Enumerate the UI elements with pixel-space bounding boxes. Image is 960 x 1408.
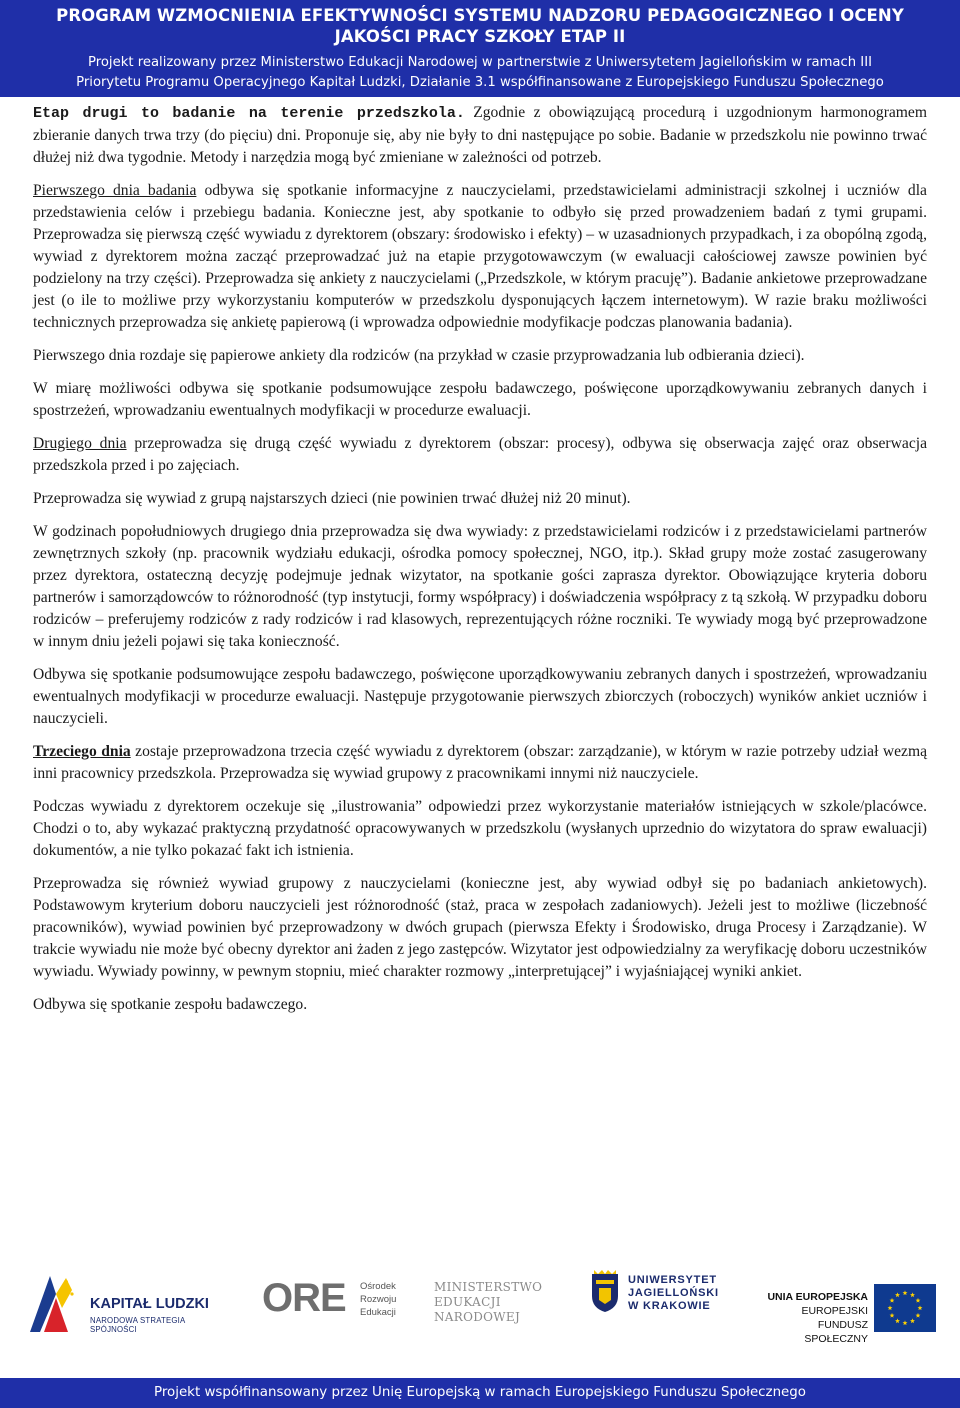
paragraph-parent-surveys: Pierwszego dnia rozdaje się papierowe ankiety dla rodziców (na przykład w czasie przyprowadzania lub odbierania dzieci). <box>33 347 805 364</box>
day-one-lead: Pierwszego dnia badania <box>33 182 197 199</box>
paragraph-illustrating-answers: Podczas wywiadu z dyrektorem oczekuje się „ilustrowania” odpowiedzi przez wykorzystanie materiałów istniejących w szkole/placówce. Chodzi o to, aby wykazać praktyczną przydatność opracowywanych w przedszkolu (wysłanych uprzednio do wizytatora do spraw ewaluacji) dokumentów, a nie tylko pokazać fakt ich istnienia. <box>33 798 927 859</box>
header-band <box>0 0 960 97</box>
document-body <box>33 102 927 1027</box>
program-title-line-1: PROGRAM WZMOCNIENIA EFEKTYWNOŚCI SYSTEMU NADZORU PEDAGOGICZNEGO I OCENY <box>56 6 904 25</box>
eu-caption-line-2: EUROPEJSKI <box>801 1305 868 1317</box>
eu-caption <box>758 1290 868 1346</box>
ore-mark: ORE <box>262 1276 346 1320</box>
day-two-text: przeprowadza się drugą część wywiadu z dyrektorem (obszar: procesy), odbywa się obserwacja zajęć oraz obserwacja przedszkola przed i po zajęciach. <box>33 435 927 474</box>
day-three-text: zostaje przeprowadzona trzecia część wywiadu z dyrektorem (obszar: zarządzanie), w którym w razie potrzeby udział wezmą inni pracownicy przedszkola. Przeprowadza się wywiad grupowy z pracownikami innymi niż nauczyciele. <box>33 743 927 782</box>
program-title <box>0 5 960 47</box>
paragraph-teacher-interview: Przeprowadza się również wywiad grupowy z nauczycielami (konieczne jest, aby wywiad odbył się po badaniach ankietowych). Podstawowym kryterium doboru nauczycieli jest różnorodność (staż, praca w zespołach zadaniowych). Jeżeli jest to możliwe (liczebność pracowników), wywiad powinien być przeprowadzony w dwóch grupach (pierwsza Efekty i Środowisko, druga Procesy i Zarządzanie). W trakcie wywiadu nie może być obecny dyrektor ani żaden z jego zastępców. Wizytator jest odpowiedzialny za weryfikację doboru uczestników wywiadu. Wywiady powinny, w pewnym stopniu, mieć charakter rozmowy „interpretującej” i wyjaśniającej wyniki ankiet. <box>33 875 927 980</box>
kapital-ludzki-emblem-icon <box>26 1272 76 1336</box>
program-title-line-2: JAKOŚCI PRACY SZKOŁY ETAP II <box>334 27 626 46</box>
paragraph-day-one <box>33 180 927 334</box>
uj-caption-line-3: W KRAKOWIE <box>628 1300 711 1312</box>
day-two-lead: Drugiego dnia <box>33 435 127 452</box>
paragraph-day-three <box>33 741 927 785</box>
project-subtitle-line-2: Priorytetu Programu Operacyjnego Kapitał Ludzki, Działanie 3.1 współfinansowane z Europejskiego Funduszu Społecznego <box>76 75 884 90</box>
uj-caption-line-1: UNIWERSYTET <box>628 1274 717 1286</box>
ore-caption-line-2: Rozwoju <box>360 1294 397 1305</box>
uj-caption-line-2: JAGIELLOŃSKI <box>628 1287 719 1299</box>
stage-two-text: Zgodnie z obowiązującą procedurą i uzgodnionym harmonogramem zbieranie danych trwa trzy (do pięciu) dni. Proponuje się, aby nie były to dni następujące po sobie. Badanie w przedszkolu nie powinno trwać dłużej niż dwa tygodnie. Metody i narzędzia mogą być zmieniane w zależności od potrzeb. <box>33 104 927 166</box>
ore-caption <box>360 1280 396 1319</box>
eu-logo <box>758 1274 938 1345</box>
logo-strip <box>0 1262 960 1347</box>
paragraph-afternoon-interviews: W godzinach popołudniowych drugiego dnia przeprowadza się dwa wywiady: z przedstawicielami rodziców i z przedstawicielami partnerów zewnętrznych szkoły (np. pracownik wydziału edukacji, ośrodka pomocy społecznej, NGO, itp.). Skład grupy może zostać zasugerowany przez dyrektora, ostateczną decyzję podejmuje jednak wizytator, na spotkanie gości zaprasza dyrektor. Obowiązujące kryteria doboru partnerów i samorządowców to różnorodność (typ instytucji, formy współpracy) i doświadczenia współpracy z tą szkołą. W przypadku doboru rodziców – preferujemy rodziców z rady rodziców i rad klasowych, reprezentujących różne roczniki. Te wywiady mogą być przeprowadzone w innym dniu jeżeli pojawi się taka konieczność. <box>33 523 927 650</box>
project-subtitle-line-1: Projekt realizowany przez Ministerstwo Edukacji Narodowej w partnerstwie z Uniwersytetem Jagiellońskim w ramach III <box>88 55 872 70</box>
paragraph-children-interview: Przeprowadza się wywiad z grupą najstarszych dzieci (nie powinien trwać dłużej niż 20 minut). <box>33 490 631 507</box>
paragraph-team-meeting: Odbywa się spotkanie zespołu badawczego. <box>33 996 308 1013</box>
ore-logo <box>262 1276 402 1336</box>
stage-two-lead: Etap drugi to badanie na terenie przedszkola. <box>33 105 465 122</box>
men-logo <box>434 1280 554 1336</box>
ore-caption-line-1: Ośrodek <box>360 1281 396 1292</box>
men-caption-line-2: EDUKACJI <box>434 1295 501 1309</box>
men-caption-line-1: MINISTERSTWO <box>434 1280 543 1294</box>
uj-logo <box>588 1268 728 1338</box>
day-one-text: odbywa się spotkanie informacyjne z nauczycielami, przedstawicielami administracji szkolnej i uczniów dla przedstawienia celów i przebiegu badania. Konieczne jest, aby spotkanie to odbyło się przed prowadzeniem badań z tymi grupami. Przeprowadza się pierwszą część wywiadu z dyrektorem (obszary: środowisko i efekty) – w uzasadnionych przypadkach, i za obopólną zgodą, wywiad z dyrektorem można zacząć przeprowadzać już na etapie przygotowawczym (w ewaluacji całościowej zawsze powinien być podzielony na trzy części). Przeprowadza się ankiety z nauczycielami („Przedszkole, w którym pracuję”). Badanie ankietowe przeprowadzane jest (o ile to możliwe przy wykorzystaniu komputerów w przedszkolu dysponujących łączem internetowym). W razie braku możliwości technicznych przeprowadza się ankietę papierową (i wprowadza odpowiednie modyfikacje podczas planowania badania). <box>33 182 927 331</box>
paragraph-day-two <box>33 433 927 477</box>
day-three-lead: Trzeciego dnia <box>33 743 131 760</box>
men-caption <box>434 1280 554 1325</box>
men-caption-line-3: NARODOWEJ <box>434 1310 521 1324</box>
footer-cofinanced-text: Projekt współfinansowany przez Unię Europejską w ramach Europejskiego Funduszu Społecznego <box>153 1385 806 1400</box>
uj-crest-icon <box>588 1270 622 1314</box>
uj-caption <box>628 1274 719 1313</box>
kapital-ludzki-logo <box>26 1272 226 1336</box>
kapital-ludzki-title: KAPITAŁ LUDZKI <box>90 1296 209 1312</box>
eu-flag-icon <box>874 1284 936 1332</box>
paragraph-stage-two <box>33 102 927 169</box>
kapital-ludzki-subtitle: NARODOWA STRATEGIA SPÓJNOŚCI <box>90 1316 186 1334</box>
project-subtitle <box>0 53 960 93</box>
footer-band <box>0 1378 960 1408</box>
eu-caption-line-3: FUNDUSZ SPOŁECZNY <box>804 1319 868 1345</box>
eu-caption-line-1: UNIA EUROPEJSKA <box>767 1291 868 1303</box>
paragraph-summary-meeting-1: W miarę możliwości odbywa się spotkanie podsumowujące zespołu badawczego, poświęcone uporządkowywaniu zebranych danych i spostrzeżeń, wprowadzaniu ewentualnych modyfikacji w procedurze ewaluacji. <box>33 380 927 419</box>
ore-caption-line-3: Edukacji <box>360 1307 396 1318</box>
paragraph-summary-meeting-2: Odbywa się spotkanie podsumowujące zespołu badawczego, poświęcone uporządkowywaniu zebranych danych i spostrzeżeń, wprowadzaniu ewentualnych modyfikacji w procedurze ewaluacji. Następuje przygotowanie pierwszych zbiorczych (roboczych) wyników ankiet uczniów i nauczycieli. <box>33 666 927 727</box>
